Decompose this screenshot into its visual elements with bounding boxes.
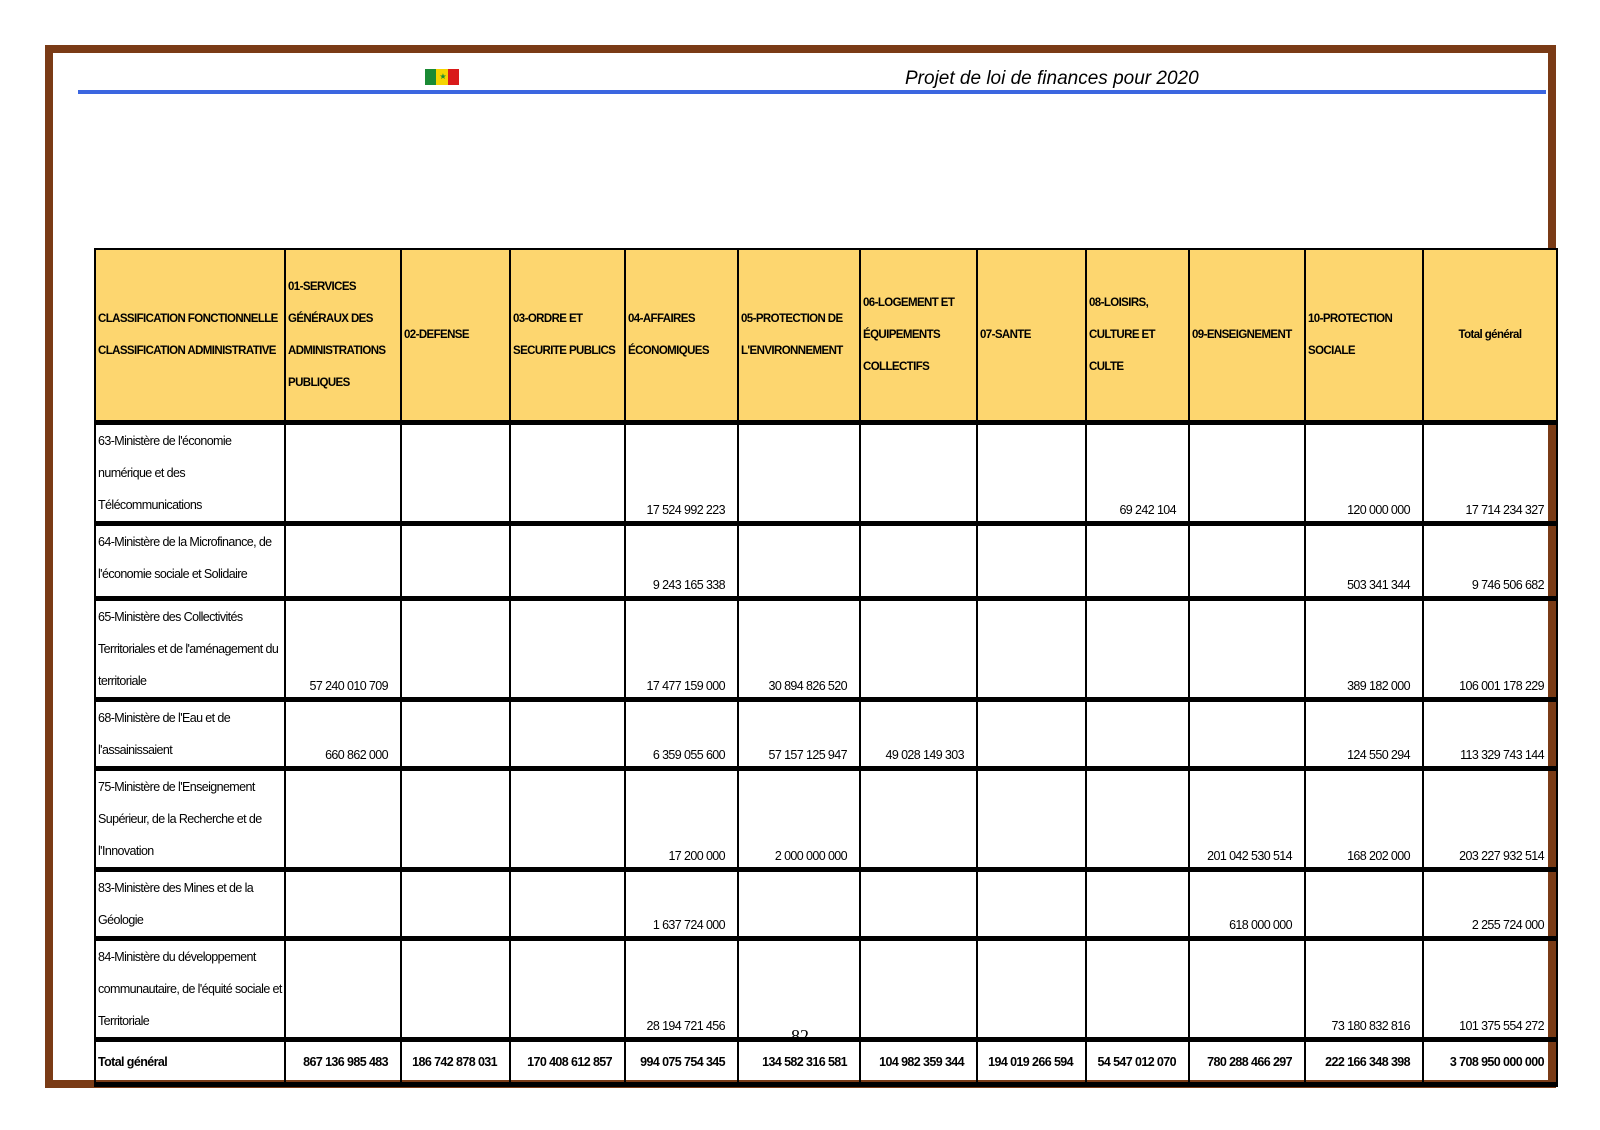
table-cell bbox=[510, 599, 625, 700]
table-cell: 660 862 000 bbox=[285, 700, 401, 769]
table-cell bbox=[285, 870, 401, 939]
table-cell bbox=[285, 423, 401, 524]
table-cell: 2 255 724 000 bbox=[1423, 870, 1557, 939]
column-header: 05-PROTECTION DE L'ENVIRONNEMENT bbox=[738, 249, 860, 423]
table-cell: 503 341 344 bbox=[1305, 524, 1423, 599]
table-cell bbox=[860, 599, 977, 700]
table-cell bbox=[860, 939, 977, 1040]
table-cell bbox=[510, 423, 625, 524]
table-cell bbox=[860, 870, 977, 939]
table-cell: 113 329 743 144 bbox=[1423, 700, 1557, 769]
page-number: 82 bbox=[791, 1026, 809, 1046]
table-cell bbox=[1189, 939, 1305, 1040]
table-cell bbox=[738, 524, 860, 599]
total-cell: 134 582 316 581 bbox=[738, 1040, 860, 1085]
row-label: 65-Ministère des Collectivités Territoriales et de l'aménagement du territoriale bbox=[95, 599, 285, 700]
table-cell: 17 200 000 bbox=[625, 769, 738, 870]
table-cell bbox=[401, 423, 510, 524]
table-cell bbox=[285, 524, 401, 599]
total-cell: 222 166 348 398 bbox=[1305, 1040, 1423, 1085]
column-header: 10-PROTECTION SOCIALE bbox=[1305, 249, 1423, 423]
table-cell: 120 000 000 bbox=[1305, 423, 1423, 524]
table-cell bbox=[401, 939, 510, 1040]
header-corner-line1: CLASSIFICATION FONCTIONNELLE bbox=[98, 313, 278, 325]
table-body bbox=[95, 423, 1557, 1085]
table-row bbox=[95, 599, 1557, 700]
table-cell bbox=[285, 769, 401, 870]
table-cell bbox=[401, 769, 510, 870]
table-row bbox=[95, 769, 1557, 870]
table-cell: 203 227 932 514 bbox=[1423, 769, 1557, 870]
row-label: 64-Ministère de la Microfinance, de l'économie sociale et Solidaire bbox=[95, 524, 285, 599]
table-cell: 168 202 000 bbox=[1305, 769, 1423, 870]
table-cell bbox=[977, 870, 1086, 939]
document-title: Projet de loi de finances pour 2020 bbox=[905, 68, 1199, 89]
table-cell: 6 359 055 600 bbox=[625, 700, 738, 769]
table-row bbox=[95, 423, 1557, 524]
table-cell bbox=[738, 423, 860, 524]
table-cell: 101 375 554 272 bbox=[1423, 939, 1557, 1040]
total-cell: 194 019 266 594 bbox=[977, 1040, 1086, 1085]
table-cell: 618 000 000 bbox=[1189, 870, 1305, 939]
column-header: 07-SANTE bbox=[977, 249, 1086, 423]
table-row bbox=[95, 870, 1557, 939]
table-cell: 9 746 506 682 bbox=[1423, 524, 1557, 599]
table-cell bbox=[1086, 700, 1189, 769]
table-cell bbox=[860, 524, 977, 599]
table-cell: 30 894 826 520 bbox=[738, 599, 860, 700]
total-cell: 994 075 754 345 bbox=[625, 1040, 738, 1085]
table-cell: 201 042 530 514 bbox=[1189, 769, 1305, 870]
table-cell bbox=[510, 870, 625, 939]
table-cell bbox=[1086, 599, 1189, 700]
table-cell bbox=[510, 939, 625, 1040]
table-cell: 57 157 125 947 bbox=[738, 700, 860, 769]
table-cell: 69 242 104 bbox=[1086, 423, 1189, 524]
header-divider bbox=[78, 90, 1546, 94]
table-cell bbox=[977, 769, 1086, 870]
column-header: 01-SERVICES GÉNÉRAUX DES ADMINISTRATIONS PUBLIQUES bbox=[285, 249, 401, 423]
table-cell bbox=[860, 769, 977, 870]
table-cell bbox=[977, 700, 1086, 769]
total-cell: 170 408 612 857 bbox=[510, 1040, 625, 1085]
table-cell bbox=[401, 700, 510, 769]
table-cell bbox=[860, 423, 977, 524]
column-header: 04-AFFAIRES ÉCONOMIQUES bbox=[625, 249, 738, 423]
column-header: 03-ORDRE ET SECURITE PUBLICS bbox=[510, 249, 625, 423]
table-cell bbox=[401, 599, 510, 700]
table-cell: 17 714 234 327 bbox=[1423, 423, 1557, 524]
header-corner-line2: CLASSIFICATION ADMINISTRATIVE bbox=[98, 345, 276, 357]
row-label: 83-Ministère des Mines et de la Géologie bbox=[95, 870, 285, 939]
table-cell: 49 028 149 303 bbox=[860, 700, 977, 769]
row-label: 63-Ministère de l'économie numérique et des Télécommunications bbox=[95, 423, 285, 524]
table-cell bbox=[738, 870, 860, 939]
table-cell bbox=[1189, 423, 1305, 524]
table-cell bbox=[977, 599, 1086, 700]
table-cell bbox=[977, 423, 1086, 524]
table-cell bbox=[977, 524, 1086, 599]
table-cell bbox=[738, 939, 860, 1040]
table-cell bbox=[401, 870, 510, 939]
table-cell bbox=[510, 700, 625, 769]
table-cell bbox=[1086, 939, 1189, 1040]
table-cell bbox=[1189, 700, 1305, 769]
senegal-flag-icon: ★ bbox=[425, 69, 459, 85]
table-cell: 57 240 010 709 bbox=[285, 599, 401, 700]
table-cell bbox=[1086, 870, 1189, 939]
total-cell: 3 708 950 000 000 bbox=[1423, 1040, 1557, 1085]
total-row-label: Total général bbox=[95, 1040, 285, 1085]
table-cell: 28 194 721 456 bbox=[625, 939, 738, 1040]
total-cell: 104 982 359 344 bbox=[860, 1040, 977, 1085]
column-header-total: Total général bbox=[1423, 249, 1557, 423]
row-label: 68-Ministère de l'Eau et de l'assainissaient bbox=[95, 700, 285, 769]
table-cell: 106 001 178 229 bbox=[1423, 599, 1557, 700]
table-header-row bbox=[95, 249, 1557, 423]
table-cell: 9 243 165 338 bbox=[625, 524, 738, 599]
table-row bbox=[95, 524, 1557, 599]
row-label: 84-Ministère du développement communautaire, de l'équité sociale et Territoriale bbox=[95, 939, 285, 1040]
total-cell: 867 136 985 483 bbox=[285, 1040, 401, 1085]
row-label: 75-Ministère de l'Enseignement Supérieur, de la Recherche et de l'Innovation bbox=[95, 769, 285, 870]
table-cell: 17 477 159 000 bbox=[625, 599, 738, 700]
table-cell: 17 524 992 223 bbox=[625, 423, 738, 524]
table-cell bbox=[510, 524, 625, 599]
column-header: 02-DEFENSE bbox=[401, 249, 510, 423]
table-cell bbox=[977, 939, 1086, 1040]
table-cell: 73 180 832 816 bbox=[1305, 939, 1423, 1040]
table-cell: 1 637 724 000 bbox=[625, 870, 738, 939]
table-cell: 2 000 000 000 bbox=[738, 769, 860, 870]
table-row bbox=[95, 939, 1557, 1040]
table-row bbox=[95, 700, 1557, 769]
table-cell bbox=[1189, 524, 1305, 599]
table-cell: 389 182 000 bbox=[1305, 599, 1423, 700]
table-cell bbox=[401, 524, 510, 599]
total-cell: 186 742 878 031 bbox=[401, 1040, 510, 1085]
budget-table bbox=[94, 248, 1558, 1087]
column-header: 09-ENSEIGNEMENT bbox=[1189, 249, 1305, 423]
table-cell bbox=[510, 769, 625, 870]
table-cell bbox=[1305, 870, 1423, 939]
header-corner bbox=[95, 249, 285, 423]
table-cell bbox=[285, 939, 401, 1040]
column-header: 08-LOISIRS, CULTURE ET CULTE bbox=[1086, 249, 1189, 423]
total-cell: 780 288 466 297 bbox=[1189, 1040, 1305, 1085]
table-cell bbox=[1086, 524, 1189, 599]
table-cell bbox=[1189, 599, 1305, 700]
column-header: 06-LOGEMENT ET ÉQUIPEMENTS COLLECTIFS bbox=[860, 249, 977, 423]
table-cell: 124 550 294 bbox=[1305, 700, 1423, 769]
total-cell: 54 547 012 070 bbox=[1086, 1040, 1189, 1085]
table-cell bbox=[1086, 769, 1189, 870]
